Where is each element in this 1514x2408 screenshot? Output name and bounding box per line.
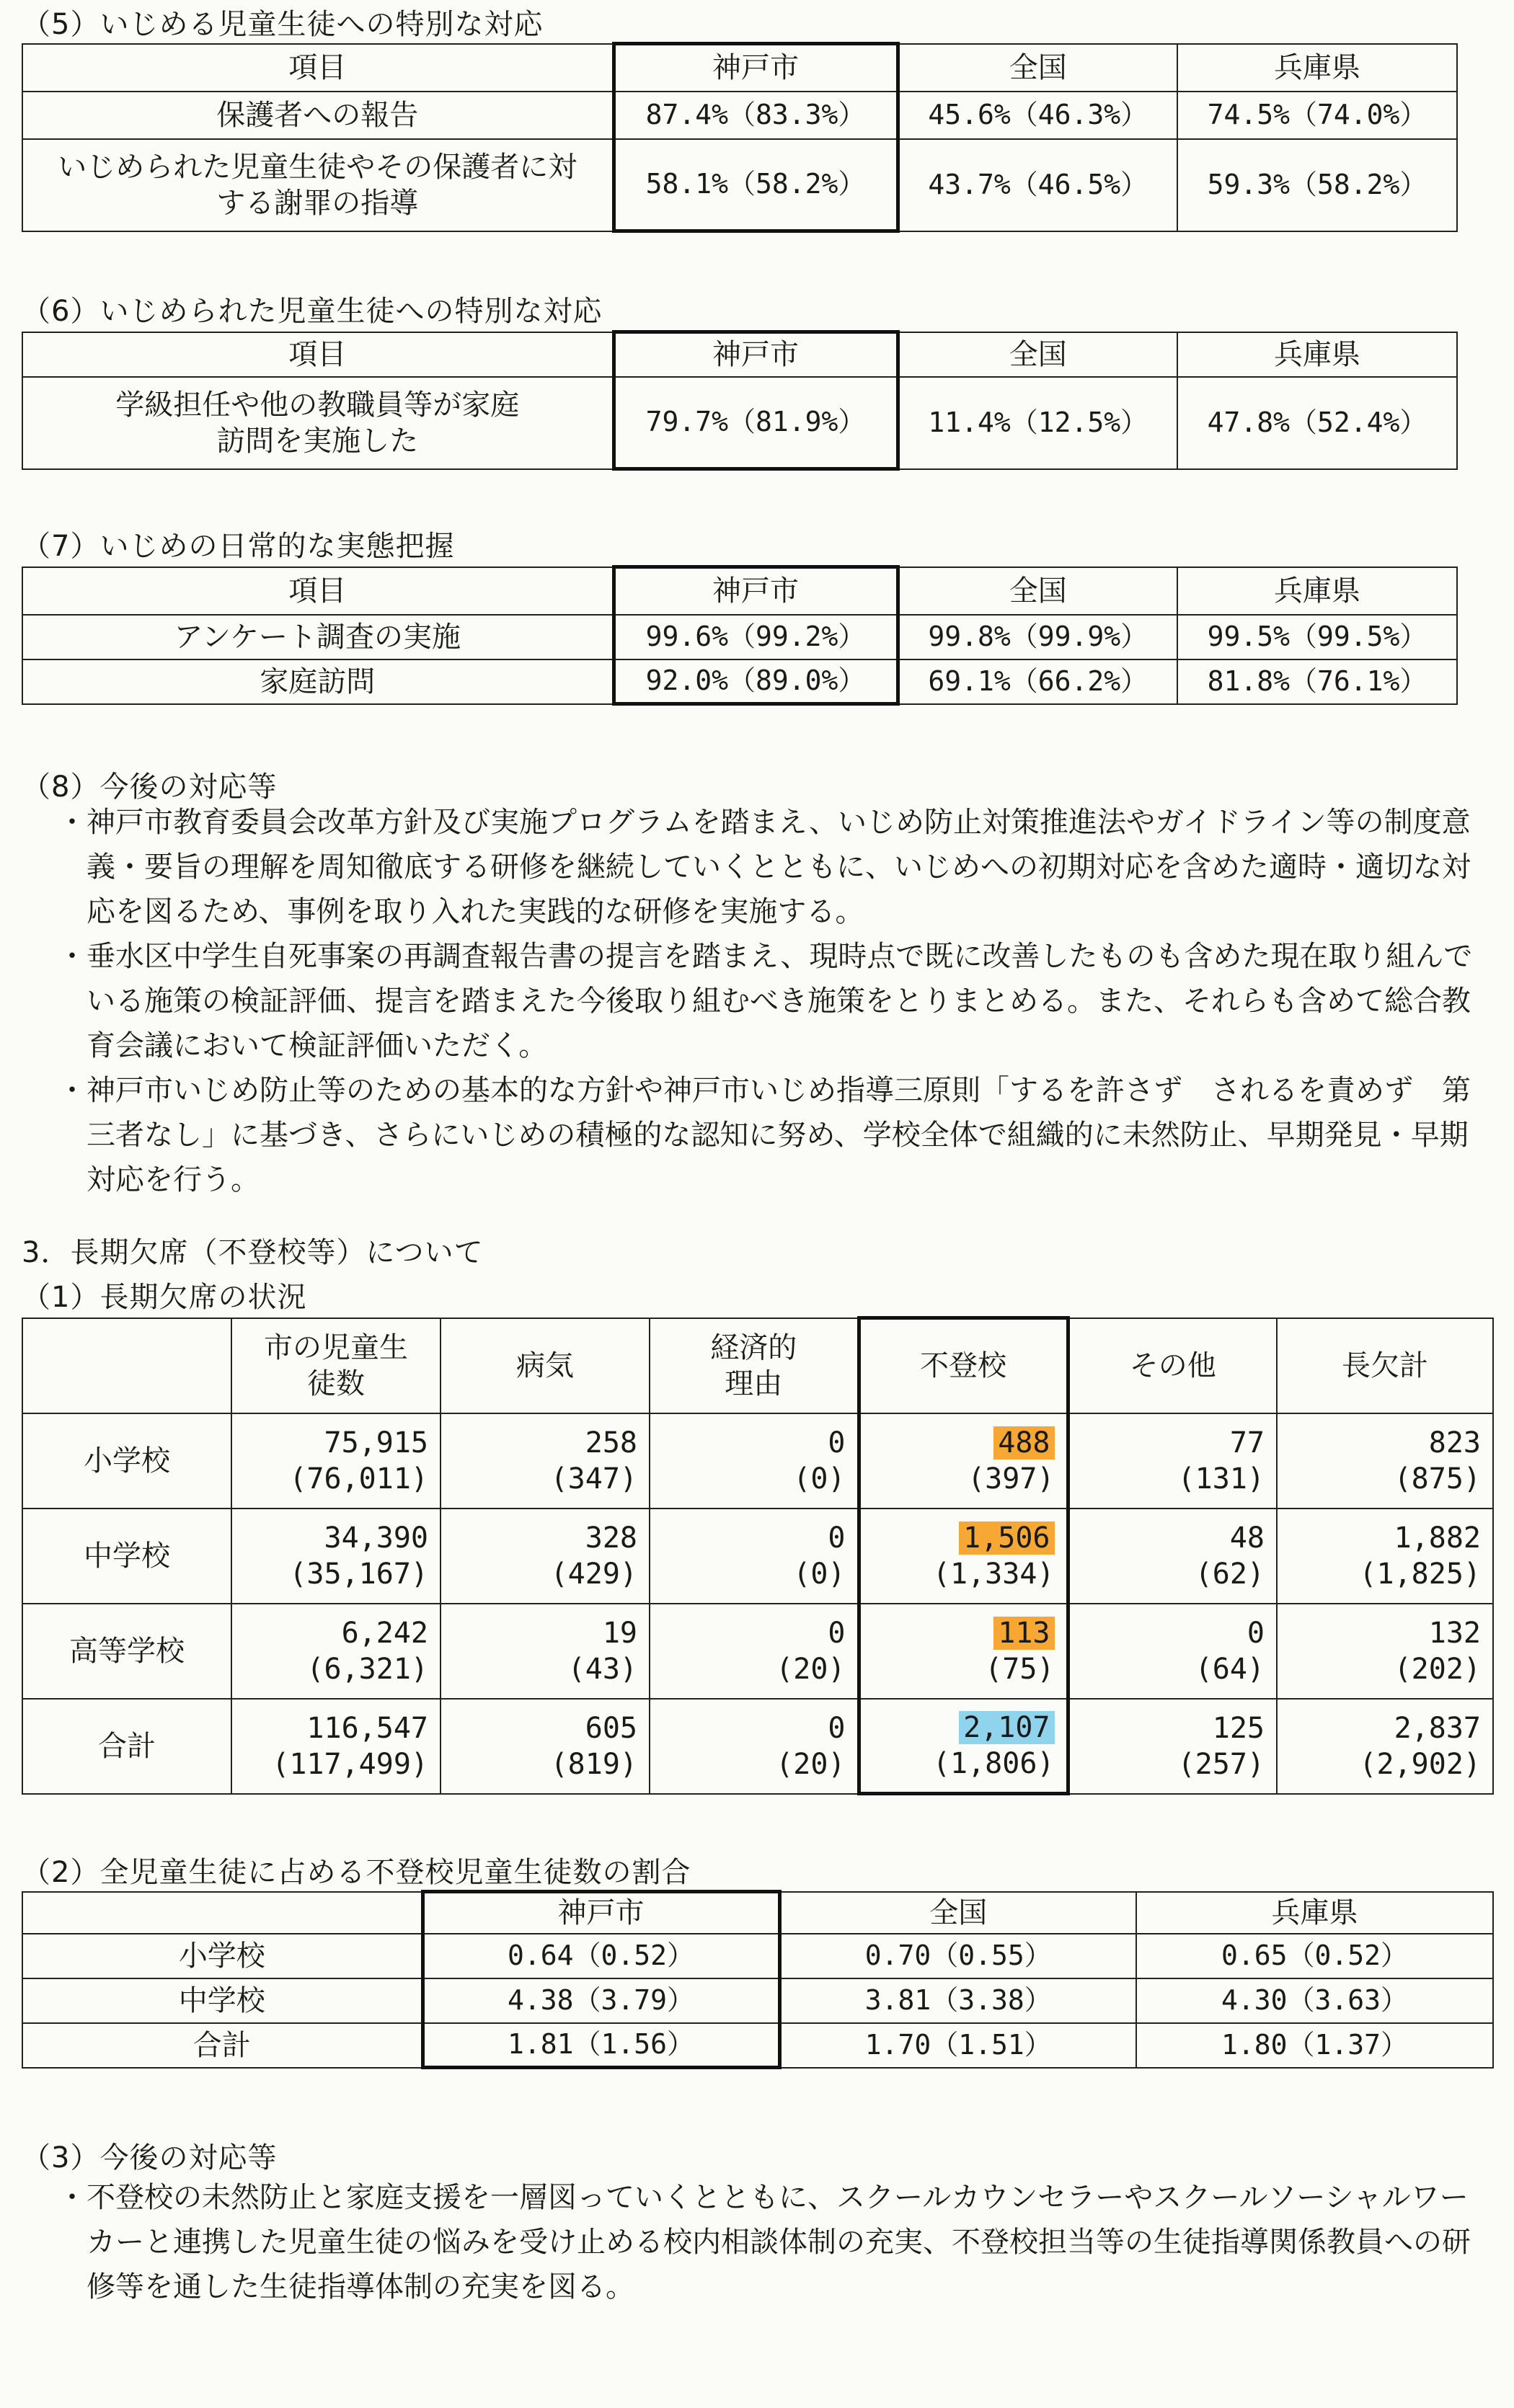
row-item: いじめられた児童生徒やその保護者に対する謝罪の指導 — [22, 139, 614, 231]
cell-other: 125 (257) — [1068, 1699, 1277, 1794]
cell-total: 823 (875) — [1277, 1413, 1493, 1509]
bullet-item: ・ 神戸市教育委員会改革方針及び実施プログラムを踏まえ、いじめ防止対策推進法やガイドライン等の制度意義・要旨の理解を周知徹底する研修を継続していくとともに、いじめへの初期対応を含めた適時・適切な対応を図るため、事例を取り入れた実践的な研修を実施する。 — [43, 800, 1478, 934]
cell-kobe: 0.64（0.52） — [422, 1934, 779, 1978]
cell-other: 48 (62) — [1068, 1509, 1277, 1604]
corner-cell — [22, 1892, 422, 1934]
row-label: 中学校 — [22, 1978, 422, 2023]
cell-students: 116,547 (117,499) — [231, 1699, 441, 1794]
cell-kobe: 58.1%（58.2%） — [614, 139, 898, 231]
row-label: 小学校 — [22, 1413, 231, 1509]
header-item: 項目 — [22, 44, 614, 92]
header-students: 市の児童生徒数 — [231, 1318, 441, 1413]
cell-zenkoku: 1.70（1.51） — [779, 2023, 1136, 2068]
section-7-title: （7）いじめの日常的な実態把握 — [22, 530, 455, 563]
cell-other: 77 (131) — [1068, 1413, 1277, 1509]
cell-total: 132 (202) — [1277, 1604, 1493, 1699]
row-label: 小学校 — [22, 1934, 422, 1978]
cell-students: 6,242 (6,321) — [231, 1604, 441, 1699]
section-3-title: 3．長期欠席（不登校等）について — [22, 1236, 484, 1269]
section-5-title: （5）いじめる児童生徒への特別な対応 — [22, 8, 544, 41]
cell-kobe: 4.38（3.79） — [422, 1978, 779, 2023]
row-item: アンケート調査の実施 — [22, 615, 614, 659]
row-label: 高等学校 — [22, 1604, 231, 1699]
cell-illness: 19 (43) — [441, 1604, 650, 1699]
cell-total: 1,882 (1,825) — [1277, 1509, 1493, 1604]
header-zenkoku: 全国 — [898, 44, 1177, 92]
cell-illness: 258 (347) — [441, 1413, 650, 1509]
cell-kobe: 79.7%（81.9%） — [614, 377, 898, 469]
header-hyogo: 兵庫県 — [1136, 1892, 1493, 1934]
row-item: 保護者への報告 — [22, 92, 614, 139]
long-absence-table — [22, 1316, 1494, 1795]
cell-economic: 0 (0) — [650, 1509, 859, 1604]
cell-economic: 0 (0) — [650, 1413, 859, 1509]
header-zenkoku: 全国 — [898, 567, 1177, 615]
header-hyogo: 兵庫県 — [1177, 44, 1457, 92]
futoko-ratio-table — [22, 1890, 1494, 2069]
cell-hyogo: 0.65（0.52） — [1136, 1934, 1493, 1978]
cell-hyogo: 1.80（1.37） — [1136, 2023, 1493, 2068]
header-item: 項目 — [22, 332, 614, 377]
cell-kobe: 1.81（1.56） — [422, 2023, 779, 2068]
cell-zenkoku: 43.7%（46.5%） — [898, 139, 1177, 231]
row-label: 中学校 — [22, 1509, 231, 1604]
cell-futoko: 1,506 (1,334) — [859, 1509, 1068, 1604]
cell-futoko: 113 (75) — [859, 1604, 1068, 1699]
cell-kobe: 99.6%（99.2%） — [614, 615, 898, 659]
bullet-item: ・ 垂水区中学生自死事案の再調査報告書の提言を踏まえ、現時点で既に改善したものも含めた現在取り組んでいる施策の検証評価、提言を踏まえた今後取り組むべき施策をとりまとめる。また、それらも含めて総合教育会議において検証評価いただく。 — [43, 934, 1478, 1068]
corner-cell — [22, 1318, 231, 1413]
row-item: 家庭訪問 — [22, 659, 614, 704]
header-zenkoku: 全国 — [779, 1892, 1136, 1934]
header-economic: 経済的理由 — [650, 1318, 859, 1413]
section-8-title: （8）今後の対応等 — [22, 770, 278, 804]
row-label: 合計 — [22, 2023, 422, 2068]
header-item: 項目 — [22, 567, 614, 615]
section-3-1-title: （1）長期欠席の状況 — [22, 1281, 307, 1314]
header-other: その他 — [1068, 1318, 1277, 1413]
cell-students: 34,390 (35,167) — [231, 1509, 441, 1604]
cell-kobe: 87.4%（83.3%） — [614, 92, 898, 139]
header-kobe: 神戸市 — [422, 1892, 779, 1934]
section-3-3-title: （3）今後の対応等 — [22, 2141, 278, 2174]
cell-students: 75,915 (76,011) — [231, 1413, 441, 1509]
header-kobe: 神戸市 — [614, 44, 898, 92]
cell-zenkoku: 69.1%（66.2%） — [898, 659, 1177, 704]
cell-economic: 0 (20) — [650, 1604, 859, 1699]
section-3-3-bullets — [43, 2175, 1478, 2309]
cell-hyogo: 59.3%（58.2%） — [1177, 139, 1457, 231]
cell-zenkoku: 3.81（3.38） — [779, 1978, 1136, 2023]
cell-total: 2,837 (2,902) — [1277, 1699, 1493, 1794]
section-8-bullets — [43, 800, 1478, 1202]
header-kobe: 神戸市 — [614, 332, 898, 377]
header-kobe: 神戸市 — [614, 567, 898, 615]
daily-monitoring-table — [22, 565, 1458, 706]
cell-zenkoku: 99.8%（99.9%） — [898, 615, 1177, 659]
row-label: 合計 — [22, 1699, 231, 1794]
cell-zenkoku: 0.70（0.55） — [779, 1934, 1136, 1978]
bullet-item: ・ 神戸市いじめ防止等のための基本的な方針や神戸市いじめ指導三原則「するを許さず されるを責めず 第三者なし」に基づき、さらにいじめの積極的な認知に努め、学校全体で組織的に未然防止、早期発見・早期対応を行う。 — [43, 1068, 1478, 1202]
section-6-title: （6）いじめられた児童生徒への特別な対応 — [22, 295, 603, 328]
cell-futoko: 2,107 (1,806) — [859, 1699, 1068, 1794]
header-hyogo: 兵庫県 — [1177, 332, 1457, 377]
cell-futoko: 488 (397) — [859, 1413, 1068, 1509]
cell-hyogo: 4.30（3.63） — [1136, 1978, 1493, 2023]
cell-zenkoku: 11.4%（12.5%） — [898, 377, 1177, 469]
header-hyogo: 兵庫県 — [1177, 567, 1457, 615]
cell-hyogo: 47.8%（52.4%） — [1177, 377, 1457, 469]
header-illness: 病気 — [441, 1318, 650, 1413]
special-response-bully-table — [22, 42, 1458, 233]
bullet-item: ・ 不登校の未然防止と家庭支援を一層図っていくとともに、スクールカウンセラーやスクールソーシャルワーカーと連携した児童生徒の悩みを受け止める校内相談体制の充実、不登校担当等の生徒指導関係教員への研修等を通した生徒指導体制の充実を図る。 — [43, 2175, 1478, 2309]
row-item: 学級担任や他の教職員等が家庭訪問を実施した — [22, 377, 614, 469]
header-futoko: 不登校 — [859, 1318, 1068, 1413]
cell-kobe: 92.0%（89.0%） — [614, 659, 898, 704]
section-3-2-title: （2）全児童生徒に占める不登校児童生徒数の割合 — [22, 1856, 691, 1889]
special-response-victim-table — [22, 330, 1458, 471]
cell-hyogo: 74.5%（74.0%） — [1177, 92, 1457, 139]
header-zenkoku: 全国 — [898, 332, 1177, 377]
cell-illness: 605 (819) — [441, 1699, 650, 1794]
cell-other: 0 (64) — [1068, 1604, 1277, 1699]
cell-zenkoku: 45.6%（46.3%） — [898, 92, 1177, 139]
cell-economic: 0 (20) — [650, 1699, 859, 1794]
cell-hyogo: 99.5%（99.5%） — [1177, 615, 1457, 659]
header-total: 長欠計 — [1277, 1318, 1493, 1413]
cell-hyogo: 81.8%（76.1%） — [1177, 659, 1457, 704]
cell-illness: 328 (429) — [441, 1509, 650, 1604]
